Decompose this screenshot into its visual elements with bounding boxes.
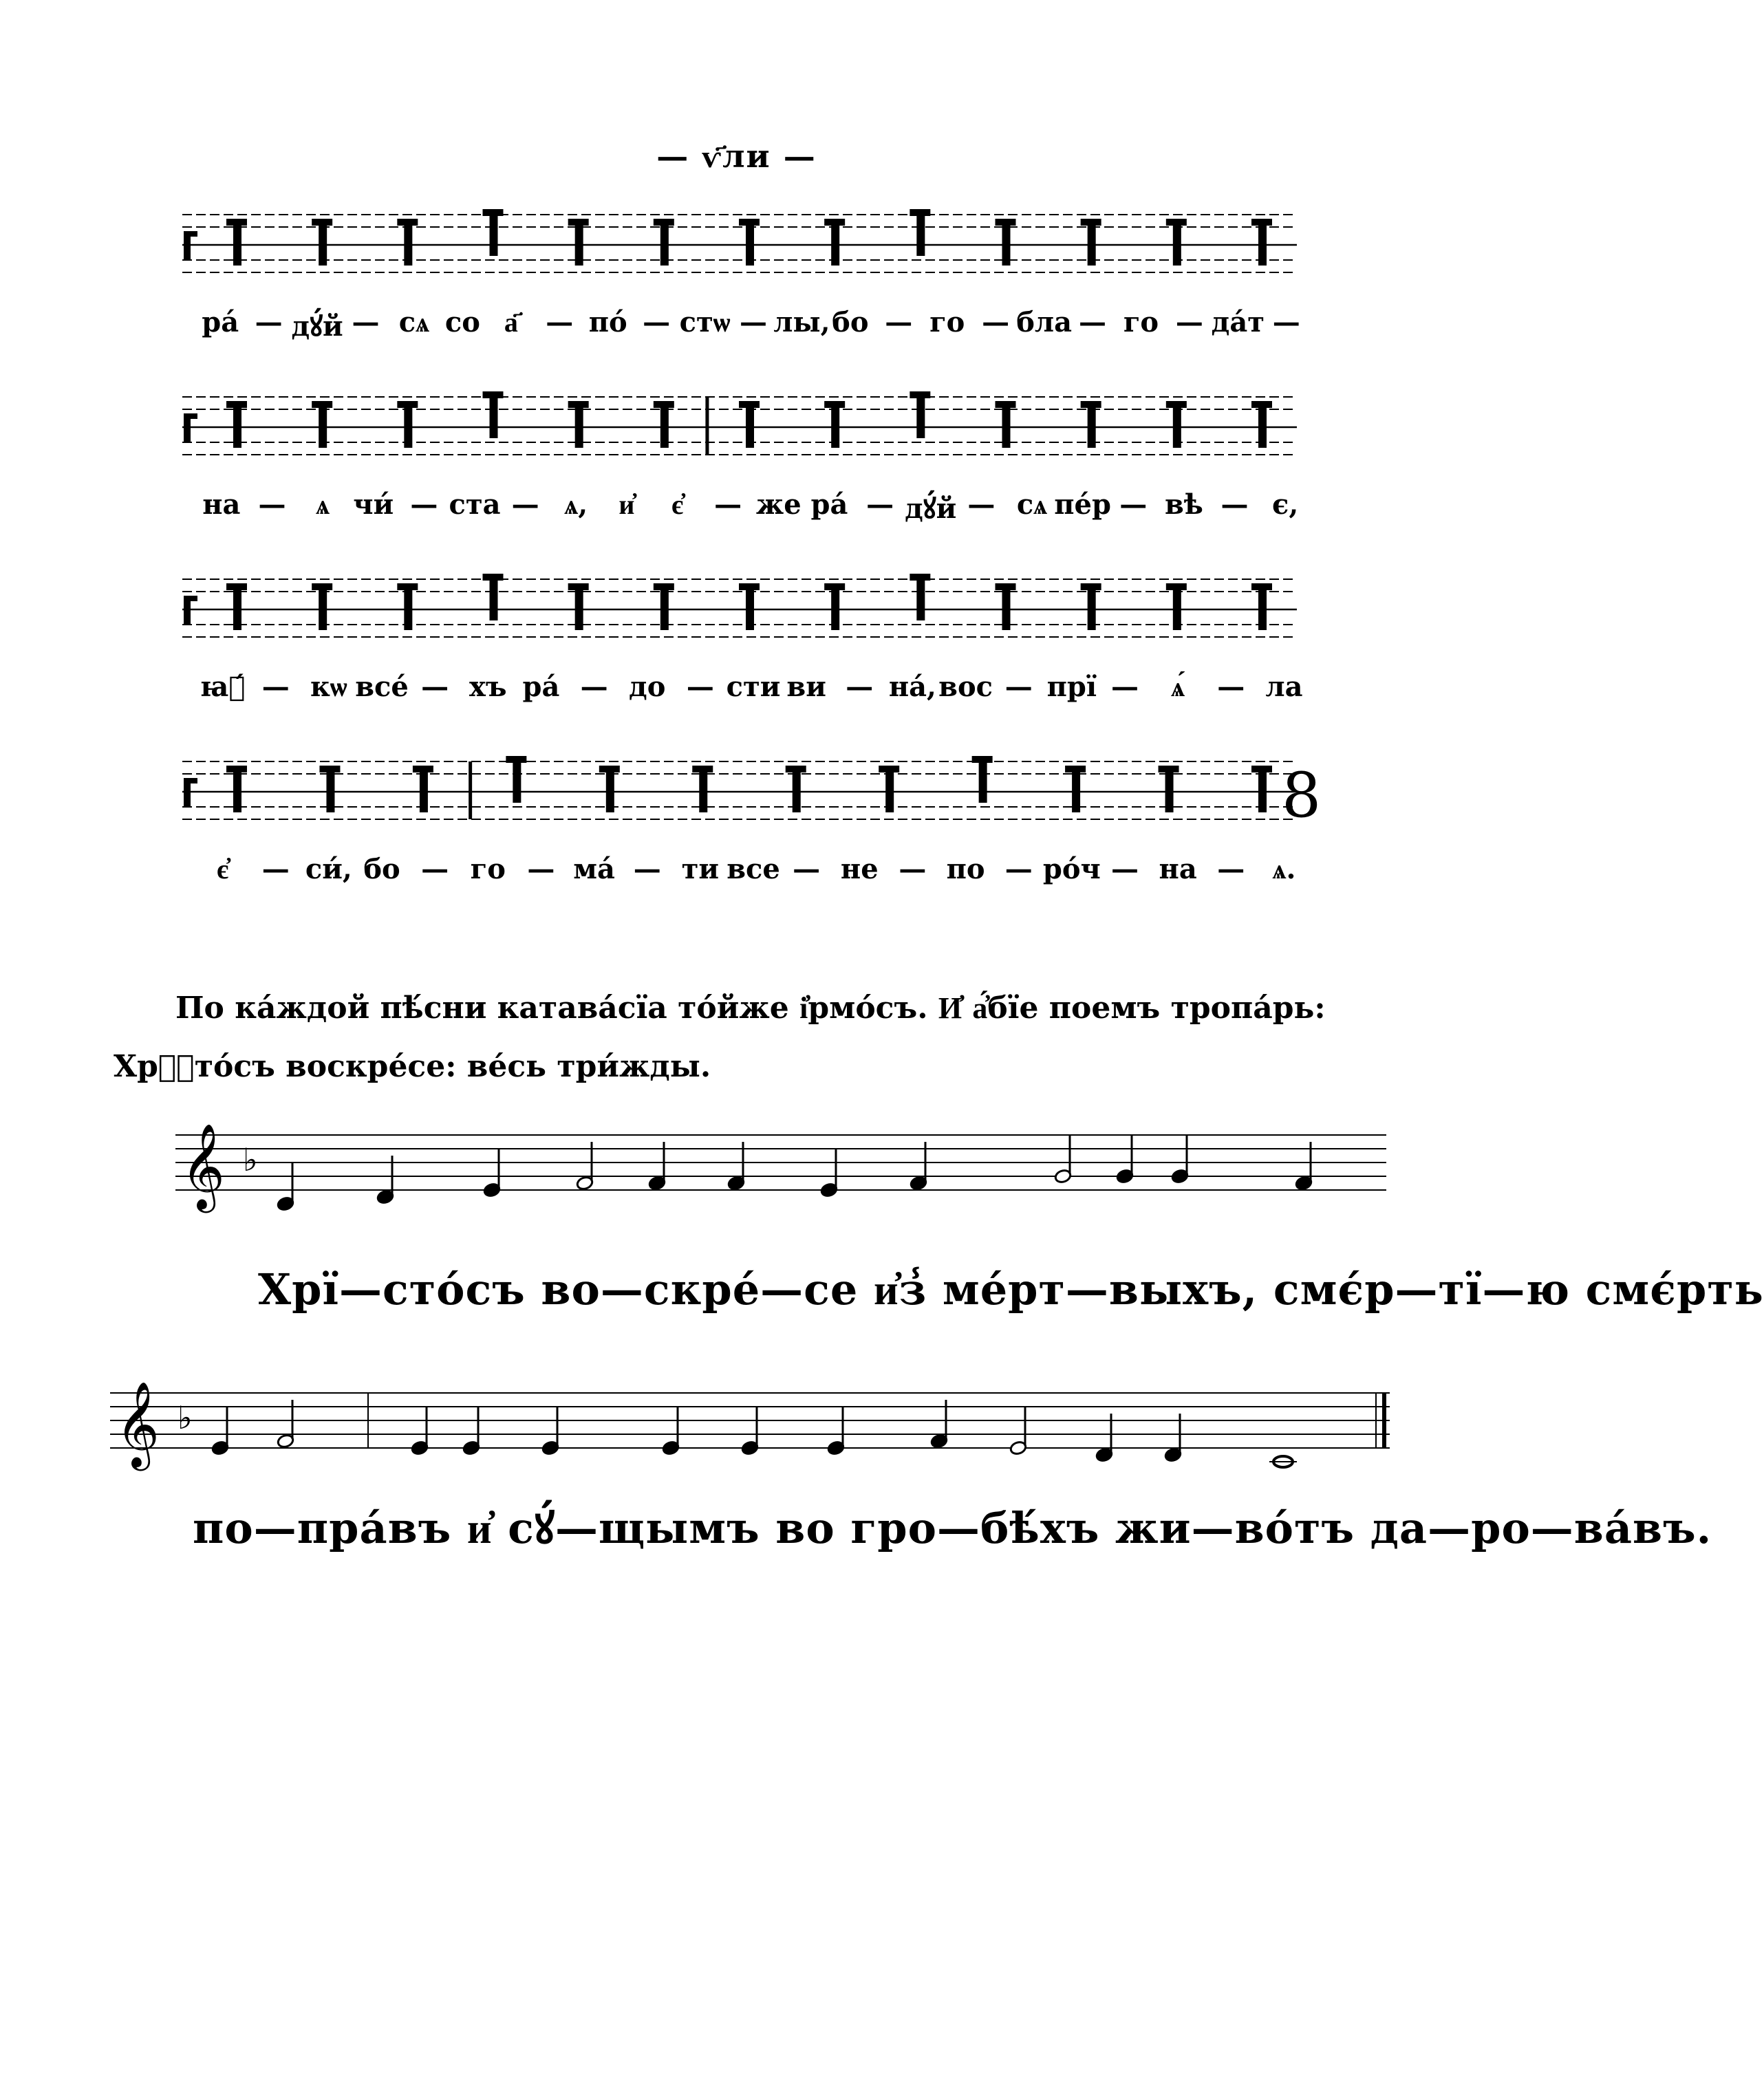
lyric-syllable: — (1111, 853, 1139, 885)
treble-clef-icon: 𝄞 (116, 1381, 160, 1467)
lyric-syllable: сѧ (1016, 488, 1048, 521)
neume-mark (1166, 583, 1187, 630)
lyric-syllable: — (1079, 306, 1107, 338)
lyric-syllable: — (421, 853, 449, 885)
lyric-syllable: — (255, 306, 283, 338)
lyric-syllable: ра́ (522, 671, 560, 703)
lyric-syllable: — (1004, 671, 1033, 703)
lyric-syllable: сѧ (398, 306, 430, 338)
lyric-syllable: пе́р (1054, 488, 1111, 521)
lyric-syllable: на (202, 488, 241, 521)
lyric-syllable: — (885, 306, 913, 338)
lyric-syllable: — (511, 488, 539, 521)
lyric-syllable: ста (449, 488, 501, 521)
lyric-syllable: є҆ (671, 488, 684, 521)
flat-icon: ♭ (243, 1141, 258, 1178)
lyric-syllable: сти (726, 671, 781, 703)
neume-mark (910, 209, 930, 256)
lyric-syllable: — (1272, 306, 1300, 338)
lyric-syllable: на́, (888, 671, 936, 703)
lyric-syllable: — (421, 671, 449, 703)
neume-mark (824, 401, 845, 448)
lyric-syllable: до (629, 671, 666, 703)
lyric-syllable: ла (1265, 671, 1303, 703)
neume-mark (786, 766, 806, 812)
lyric-syllable: ро́ч (1042, 853, 1101, 885)
lyric-syllable: — (1119, 488, 1148, 521)
neume-mark (312, 219, 332, 266)
lyric-syllable: со (444, 306, 480, 338)
znamenny-lyrics-1 (182, 306, 1300, 347)
lyric-syllable: бо (832, 306, 869, 338)
lyric-syllable: а҃ (504, 306, 518, 338)
lyric-syllable: — (643, 306, 671, 338)
znamenny-lyrics-4 (182, 853, 1297, 894)
lyric-syllable: ѧ. (1272, 853, 1296, 885)
neume-mark (972, 756, 993, 803)
lyric-syllable: — (899, 853, 927, 885)
neume-mark (824, 583, 845, 630)
lyric-syllable: ꙗ҆́ (200, 671, 246, 703)
neume-mark (226, 766, 247, 812)
neume-mark (506, 756, 526, 803)
neume-mark (226, 219, 247, 266)
neume-mark (568, 583, 589, 630)
modern-staff-2 (110, 1372, 1390, 1503)
neume-mark (739, 401, 760, 448)
lyric-syllable: же (755, 488, 802, 521)
lyric-syllable: — (410, 488, 438, 521)
lyric-syllable: стѡ (679, 306, 731, 338)
lyric-syllable: — (793, 853, 821, 885)
lyric-syllable: — (982, 306, 1010, 338)
neume-mark (879, 766, 899, 812)
znamenny-lyrics-2 (182, 488, 1297, 530)
lyric-syllable: прї (1046, 671, 1097, 703)
neume-mark (824, 219, 845, 266)
modern-lyrics-2: по—пра́въ и҆ сꙋ́—щымъ во гро—бѣ́хъ жи—во́тъ да—ро—ва́въ. (193, 1503, 1712, 1553)
neume-mark (312, 401, 332, 448)
neume-mark (1065, 766, 1086, 812)
lyric-syllable: ѧ́ (1171, 671, 1185, 703)
neume-mark (1166, 401, 1187, 448)
lyric-syllable: — (1217, 671, 1245, 703)
lyric-syllable: — (527, 853, 555, 885)
neume-mark (996, 219, 1016, 266)
neume-mark (1081, 219, 1101, 266)
neume-mark (599, 766, 620, 812)
neume-mark (397, 583, 418, 630)
flat-icon: ♭ (178, 1399, 193, 1436)
neume-mark (1251, 219, 1272, 266)
lyric-syllable: — (1217, 853, 1245, 885)
neume-mark (739, 583, 760, 630)
neume-mark (483, 574, 504, 620)
final-mark-icon: 8 (1282, 759, 1322, 832)
lyric-syllable: — (967, 488, 996, 521)
lyric-syllable: го (1123, 306, 1159, 338)
lyric-syllable: — (714, 488, 742, 521)
neume-mark (1081, 401, 1101, 448)
neume-mark (319, 766, 340, 812)
lyric-syllable: — (580, 671, 608, 703)
lyric-syllable: — (1220, 488, 1249, 521)
neume-mark (654, 219, 674, 266)
lyric-syllable: да́т (1211, 306, 1265, 338)
lyric-syllable: на (1159, 853, 1197, 885)
neume-mark (1251, 583, 1272, 630)
lyric-syllable: — (686, 671, 714, 703)
lyric-syllable: дꙋ́й (905, 493, 957, 525)
lyric-syllable: хъ (469, 671, 507, 703)
znamenny-lyrics-3 (182, 671, 1303, 712)
znamenny-staff-2 (182, 383, 1297, 466)
znamenny-staff-1 (182, 201, 1297, 283)
neume-mark (654, 401, 674, 448)
lyric-syllable: — (846, 671, 874, 703)
neume-mark (692, 766, 713, 812)
neume-mark (312, 583, 332, 630)
lyric-syllable: — (352, 306, 380, 338)
znamenny-staff-4 (182, 748, 1322, 832)
lyric-syllable: все́ (355, 671, 409, 703)
lyric-syllable: чи́ (353, 488, 394, 521)
neume-mark (739, 219, 760, 266)
lyric-syllable: си́, (305, 853, 352, 885)
lyric-syllable: вос (938, 671, 993, 703)
neume-mark (1159, 766, 1179, 812)
lyric-syllable: ти (681, 853, 720, 885)
lyric-syllable: не (840, 853, 879, 885)
modern-staff-1 (175, 1114, 1386, 1245)
neume-mark (1081, 583, 1101, 630)
lyric-syllable: ма́ (573, 853, 615, 885)
lyric-syllable: по́ (588, 306, 627, 338)
lyric-syllable: и҆ (619, 488, 635, 521)
lyric-syllable: го (929, 306, 965, 338)
lyric-syllable: бо (363, 853, 400, 885)
lyric-syllable: лы, (773, 306, 830, 338)
lyric-syllable: ра́ (202, 306, 239, 338)
neume-mark (226, 401, 247, 448)
lyric-syllable: — (261, 853, 290, 885)
rubric-line-1: По ка́ждой пѣ́сни катава́сїа то́йже і҆рмо́съ. И҆ а҆́бїе поемъ тропа́рь: (175, 991, 1326, 1026)
lyric-syllable: дꙋ́й (291, 310, 343, 343)
neume-mark (483, 209, 504, 256)
neume-mark (226, 583, 247, 630)
lyric-syllable: — (866, 488, 894, 521)
lyric-syllable: все (727, 853, 780, 885)
modern-lyrics-1: Хрї—сто́съ во—скре́—се и҆з̾ ме́рт—выхъ, смє́р—тї—ю смє́рть (258, 1264, 1764, 1315)
znamenny-staff-3 (182, 565, 1297, 648)
neume-mark (568, 401, 589, 448)
neume-mark (397, 401, 418, 448)
lyric-syllable: — (546, 306, 574, 338)
lyric-syllable: — (740, 306, 767, 338)
lyric-syllable: вѣ (1164, 488, 1203, 521)
neume-mark (483, 391, 504, 438)
lyric-syllable: — (633, 853, 661, 885)
chant-tone-title: — ѵ҃ли — (656, 138, 817, 175)
neume-mark (996, 401, 1016, 448)
neume-mark (1251, 766, 1272, 812)
lyric-syllable: ви (786, 671, 826, 703)
lyric-syllable: є҆ (216, 853, 229, 885)
lyric-syllable: ра́ (810, 488, 848, 521)
lyric-syllable: — (261, 671, 290, 703)
lyric-syllable: є, (1272, 488, 1299, 521)
neume-mark (910, 391, 930, 438)
neume-mark (910, 574, 930, 620)
lyric-syllable: бла (1016, 306, 1072, 338)
neume-mark (413, 766, 433, 812)
lyric-syllable: ѧ, (564, 488, 588, 521)
lyric-syllable: — (1111, 671, 1139, 703)
neume-mark (397, 219, 418, 266)
neume-mark (654, 583, 674, 630)
lyric-syllable: кѡ (310, 671, 347, 703)
neume-mark (1166, 219, 1187, 266)
neume-mark (996, 583, 1016, 630)
lyric-syllable: — (1175, 306, 1203, 338)
treble-clef-icon: 𝄞 (181, 1123, 225, 1209)
neume-mark (568, 219, 589, 266)
neume-mark (1251, 401, 1272, 448)
lyric-syllable: — (1004, 853, 1033, 885)
lyric-syllable: го (470, 853, 506, 885)
rubric-line-2: Хрⷭ҇то́съ воскре́се: ве́сь три́жды. (114, 1049, 711, 1084)
lyric-syllable: по (946, 853, 985, 885)
lyric-syllable: ѧ (316, 488, 330, 521)
lyric-syllable: — (258, 488, 286, 521)
